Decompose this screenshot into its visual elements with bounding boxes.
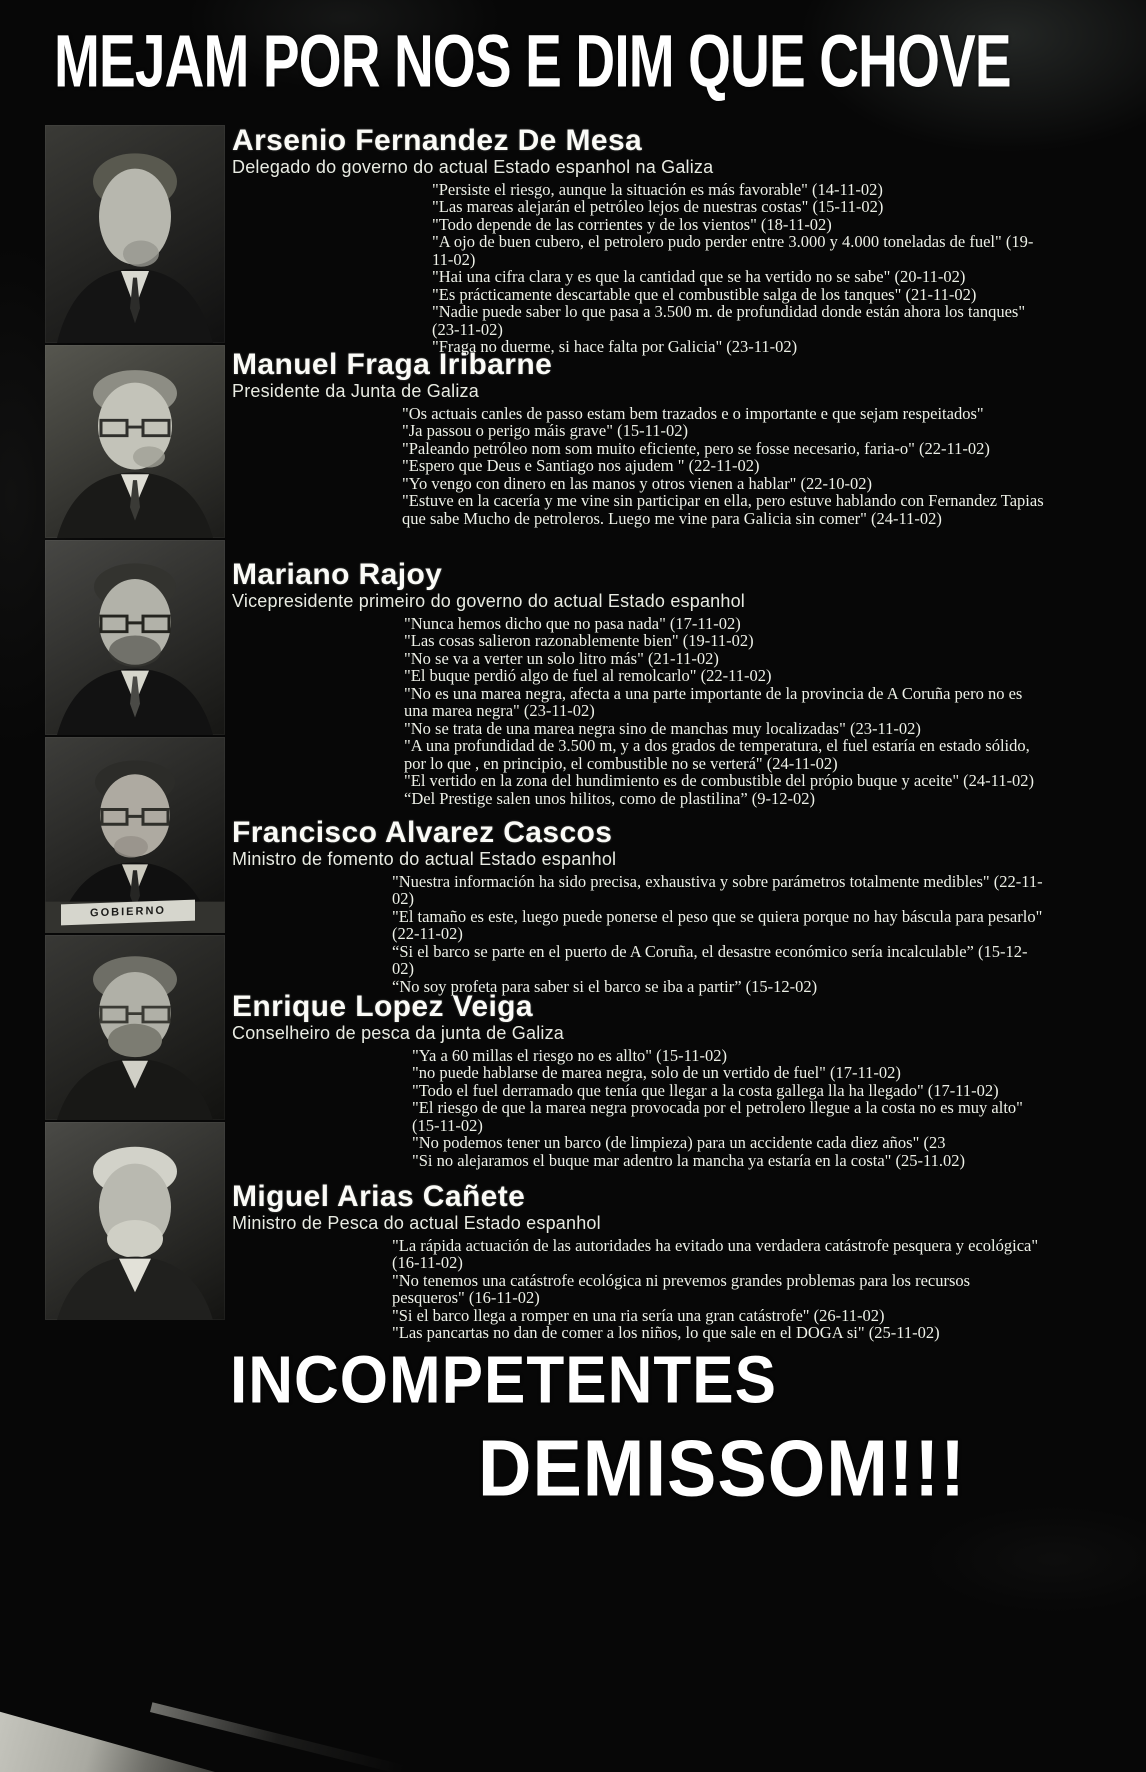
quotes-list xyxy=(232,873,1044,996)
corner-tear xyxy=(0,1686,215,1772)
quote-line: "Yo vengo con dinero en las manos y otros vienen a hablar" (22-10-02) xyxy=(402,473,873,493)
quote-line: "El tamaño es este, luego puede ponerse el peso que se quiera porque no hay báscula para pesarlo" (22-11-02) xyxy=(392,906,1043,944)
quote-line: "Si no alejaramos el buque mar adentro la mancha ya estaría en la costa" (25-11.02) xyxy=(412,1150,966,1170)
quote-line: “No soy profeta para saber si el barco se iba a partir” (15-12-02) xyxy=(392,976,818,996)
quote-line: "A ojo de buen cubero, el petrolero pudo perder entre 3.000 y 4.000 toneladas de fuel" (19-11-02) xyxy=(432,232,1034,269)
person-role: Ministro de fomento do actual Estado espanhol xyxy=(232,849,617,869)
section-arias-canete xyxy=(232,1182,1044,1342)
quote-line: "No tenemos una catástrofe ecológica ni prevemos grandes problemas para los recursos pesqueros" (16-11-02) xyxy=(392,1270,971,1308)
quotes-list xyxy=(232,615,1044,808)
photocopy-streak xyxy=(150,1702,405,1772)
person-name: Enrique Lopez Veiga xyxy=(232,990,533,1023)
quote-line: "Fraga no duerme, si hace falta por Galicia" (23-11-02) xyxy=(432,337,798,357)
quote-line: "Ya a 60 millas el riesgo no es allto" (15-11-02) xyxy=(412,1045,728,1065)
portrait-illustration xyxy=(45,935,225,1120)
person-name: Francisco Alvarez Cascos xyxy=(232,816,613,849)
photo-alvarez-cascos xyxy=(45,737,225,933)
quotes-list xyxy=(232,1047,1044,1170)
quote-line: "Os actuais canles de passo estam bem trazados e o importante e que sejam respeitados" xyxy=(402,403,984,423)
section-lopez-veiga xyxy=(232,992,1044,1169)
portrait-illustration xyxy=(45,1122,225,1320)
quote-line: "no puede hablarse de marea negra, solo de un vertido de fuel" (17-11-02) xyxy=(412,1063,901,1083)
person-name: Manuel Fraga Iribarne xyxy=(232,348,553,381)
quotes-list xyxy=(232,1237,1044,1342)
quote-line: "Estuve en la cacería y me vine sin participar en ella, pero estuve hablando con Fernandez Tapias que sabe Mucho de petroleros. Luego me vine para Galicia sin comer" (24-11-02) xyxy=(402,491,1044,528)
person-role: Delegado do governo do actual Estado espanhol na Galiza xyxy=(232,157,714,177)
quotes-list xyxy=(232,181,1044,356)
photo-rajoy xyxy=(45,540,225,735)
footer-demissom: DEMISSOM!!! xyxy=(478,1423,966,1513)
quote-line: "Persiste el riesgo, aunque la situación es más favorable" (14-11-02) xyxy=(432,179,883,199)
person-role: Presidente da Junta de Galiza xyxy=(232,381,479,401)
portrait-illustration xyxy=(45,125,225,343)
quote-line: "Hai una cifra clara y es que la cantidad que se ha vertido no se sabe" (20-11-02) xyxy=(432,267,966,287)
photo-fernandez-de-mesa xyxy=(45,125,225,343)
person-role: Conselheiro de pesca da junta de Galiza xyxy=(232,1023,565,1043)
quote-line: "No se trata de una marea negra sino de manchas muy localizadas" (23-11-02) xyxy=(404,718,921,738)
quote-line: “Si el barco se parte en el puerto de A Coruña, el desastre económico sería incalculable” (15-12-02) xyxy=(392,941,1028,979)
poster-title: MEJAM POR NOS E DIM QUE CHOVE xyxy=(54,19,1011,103)
quote-line: "Nuestra información ha sido precisa, exhaustiva y sobre parámetros totalmente medibles" (22-11-02) xyxy=(392,871,1043,909)
quote-line: “Del Prestige salen unos hilitos, como de plastilina” (9-12-02) xyxy=(404,788,816,808)
footer-incompetentes: INCOMPETENTES xyxy=(230,1343,777,1418)
quote-line: "No podemos tener un barco (de limpieza) para un accidente cada diez años" (23 xyxy=(412,1133,946,1153)
gobierno-desk-sign: GOBIERNO xyxy=(61,900,195,926)
quote-line: "Las pancartas no dan de comer a los niños, lo que sale en el DOGA si" (25-11-02) xyxy=(392,1323,940,1343)
person-name: Arsenio Fernandez De Mesa xyxy=(232,124,643,157)
photo-lopez-veiga xyxy=(45,935,225,1120)
quote-line: "Paleando petróleo nom som muito eficiente, pero se fosse necesario, faria-o" (22-11-02) xyxy=(402,438,990,458)
quote-line: "No es una marea negra, afecta a una parte importante de la provincia de A Coruña pero no es una marea negra" (23-11-02) xyxy=(404,683,1023,721)
section-fernandez-de-mesa xyxy=(232,126,1044,356)
person-role: Vicepresidente primeiro do governo do actual Estado espanhol xyxy=(232,591,745,611)
quote-line: "Si el barco llega a romper en una ria sería una gran catástrofe" (26-11-02) xyxy=(392,1305,885,1325)
portrait-illustration xyxy=(45,540,225,735)
quote-line: "Ja passou o perigo máis grave" (15-11-02) xyxy=(402,421,688,441)
person-role: Ministro de Pesca do actual Estado espanhol xyxy=(232,1213,601,1233)
quote-line: "A una profundidad de 3.500 m, y a dos grados de temperatura, el fuel estaría en estado sólido, por lo que , en principio, el combustible no se verterá" (24-11-02) xyxy=(404,736,1030,773)
portrait-illustration xyxy=(45,345,225,538)
photo-arias-canete xyxy=(45,1122,225,1320)
quote-line: "No se va a verter un solo litro más" (21-11-02) xyxy=(404,648,719,668)
quote-line: "El vertido en la zona del hundimiento es de combustible del própio buque y aceite" (24-11-02) xyxy=(404,771,1035,791)
person-name: Mariano Rajoy xyxy=(232,558,443,591)
quotes-list xyxy=(232,405,1044,528)
quote-line: "Nunca hemos dicho que no pasa nada" (17-11-02) xyxy=(404,613,741,633)
quote-line: "Es prácticamente descartable que el combustible salga de los tanques" (21-11-02) xyxy=(432,284,977,304)
quote-line: "Todo el fuel derramado que tenía que llegar a la costa gallega lla ha llegado" (17-11-02) xyxy=(412,1080,999,1100)
quote-line: "Espero que Deus e Santiago nos ajudem " (22-11-02) xyxy=(402,456,760,476)
person-name: Miguel Arias Cañete xyxy=(232,1180,526,1213)
quote-line: "El buque perdió algo de fuel al remolcarlo" (22-11-02) xyxy=(404,666,772,686)
quote-line: "Las mareas alejarán el petróleo lejos de nuestras costas" (15-11-02) xyxy=(432,197,884,217)
quote-line: "Nadie puede saber lo que pasa a 3.500 m. de profundidad donde están ahora los tanques" (23-11-02) xyxy=(432,302,1026,339)
section-rajoy xyxy=(232,560,1044,807)
quote-line: "La rápida actuación de las autoridades ha evitado una verdadera catástrofe pesquera y ecológica" (16-11-02) xyxy=(392,1235,1039,1273)
quote-line: "Todo depende de las corrientes y de los vientos" (18-11-02) xyxy=(432,214,832,234)
quote-line: "Las cosas salieron razonablemente bien" (19-11-02) xyxy=(404,631,754,651)
photo-fraga xyxy=(45,345,225,538)
quote-line: "El riesgo de que la marea negra provocada por el petrolero llegue a la costa no es muy alto" (15-11-02) xyxy=(412,1098,1023,1135)
section-fraga xyxy=(232,350,1044,527)
section-alvarez-cascos xyxy=(232,818,1044,995)
